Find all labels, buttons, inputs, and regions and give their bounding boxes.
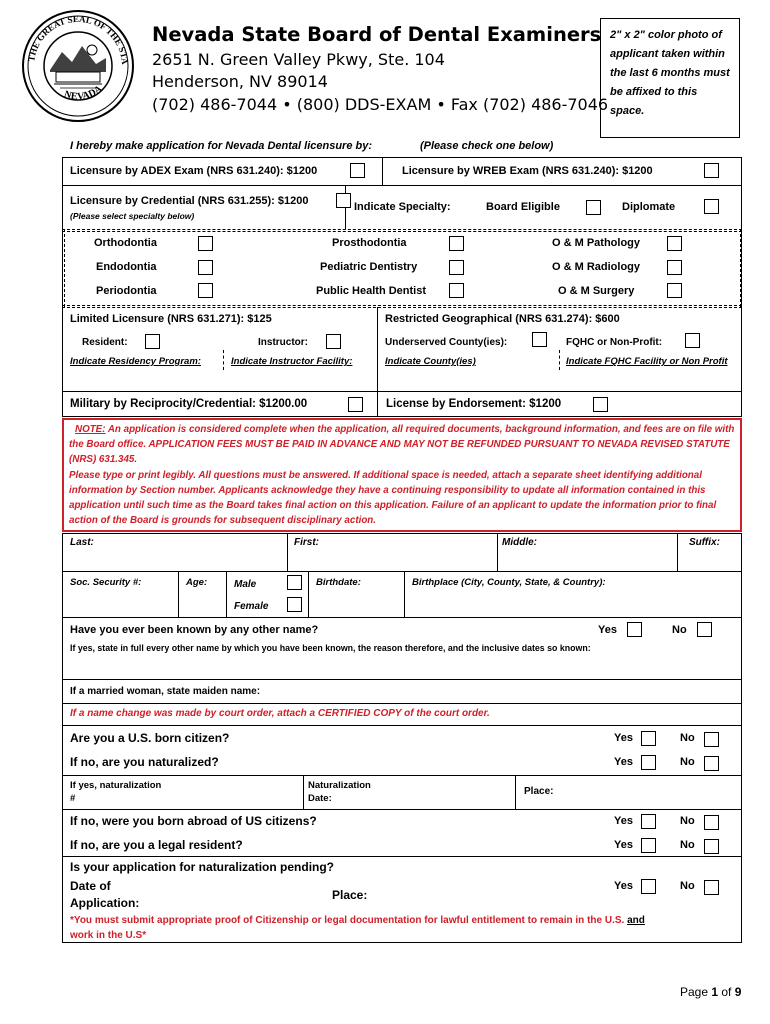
us-born-no-checkbox[interactable] bbox=[704, 732, 719, 747]
application-date-line2: Application: bbox=[70, 896, 140, 910]
seal-top-text: THE GREAT SEAL OF THE STA bbox=[26, 13, 131, 65]
naturalized-question: If no, are you naturalized? bbox=[70, 755, 219, 769]
credential-note: (Please select specialty below) bbox=[70, 211, 195, 221]
maiden-name-label: If a married woman, state maiden name: bbox=[70, 686, 261, 697]
proof-note-text: *You must submit appropriate proof of Citizenship or legal documentation for lawful entitlement to remain in the U.S. bbox=[70, 915, 625, 926]
born-abroad-no-checkbox[interactable] bbox=[704, 815, 719, 830]
underserved-checkbox[interactable] bbox=[532, 332, 547, 347]
female-label: Female bbox=[234, 601, 269, 612]
nat-place-label: Place: bbox=[524, 786, 554, 797]
nat-date-label bbox=[308, 779, 371, 805]
diplomate-label: Diplomate bbox=[622, 201, 676, 213]
us-born-question: Are you a U.S. born citizen? bbox=[70, 731, 230, 745]
legal-resident-yes-label: Yes bbox=[614, 839, 633, 851]
middle-name-label: Middle: bbox=[502, 537, 537, 548]
svg-text:THE GREAT SEAL OF THE STATE OF bbox=[20, 8, 130, 65]
om-surgery-checkbox[interactable] bbox=[667, 283, 682, 298]
credential-label: Licensure by Credential (NRS 631.255): $1200 bbox=[70, 195, 309, 207]
address-line-1: 2651 N. Green Valley Pkwy, Ste. 104 bbox=[152, 50, 445, 69]
note-text-2: Please type or print legibly. All questions must be answered. If additional space is needed, attach a separate sheet identifying additional information by Section number. Applicants acknowledge they have a continuing responsibility to update all information contained in this application until such time as the Board takes final action on this application. Failure of an applicant to update the information prior to final action of the Board is grounds for subsequent disciplinary action. bbox=[69, 469, 717, 527]
resident-checkbox[interactable] bbox=[145, 334, 160, 349]
indicate-specialty-label: Indicate Specialty: bbox=[354, 201, 451, 213]
male-label: Male bbox=[234, 579, 257, 590]
specialty-periodontia: Periodontia bbox=[96, 285, 157, 297]
phone-line: (702) 486-7044 • (800) DDS-EXAM • Fax (702) 486-7046 bbox=[152, 95, 609, 114]
nat-number-line1: If yes, naturalization bbox=[70, 780, 162, 791]
restricted-title: Restricted Geographical (NRS 631.274): $600 bbox=[385, 313, 620, 325]
pending-yes-label: Yes bbox=[614, 880, 633, 892]
military-label: Military by Reciprocity/Credential: $1200.00 bbox=[70, 398, 308, 410]
nat-number-label bbox=[70, 779, 161, 805]
page-number bbox=[680, 985, 741, 999]
adex-label: Licensure by ADEX Exam (NRS 631.240): $1200 bbox=[70, 165, 318, 177]
other-name-yes-label: Yes bbox=[598, 624, 617, 636]
born-abroad-no-label: No bbox=[680, 815, 695, 827]
specialty-om-surgery: O & M Surgery bbox=[558, 285, 635, 297]
age-label: Age: bbox=[186, 577, 208, 588]
other-name-question: Have you ever been known by any other name? bbox=[70, 624, 319, 636]
indicate-county-label: Indicate County(ies) bbox=[385, 356, 476, 367]
diplomate-checkbox[interactable] bbox=[704, 199, 719, 214]
wreb-label: Licensure by WREB Exam (NRS 631.240): $1200 bbox=[402, 165, 653, 177]
male-checkbox[interactable] bbox=[287, 575, 302, 590]
legal-resident-yes-checkbox[interactable] bbox=[641, 838, 656, 853]
board-title: Nevada State Board of Dental Examiners bbox=[152, 23, 602, 46]
pending-yes-checkbox[interactable] bbox=[641, 879, 656, 894]
naturalized-yes-label: Yes bbox=[614, 756, 633, 768]
resident-label: Resident: bbox=[82, 337, 128, 348]
check-one-text: (Please check one below) bbox=[420, 140, 554, 152]
endodontia-checkbox[interactable] bbox=[198, 260, 213, 275]
legal-resident-no-checkbox[interactable] bbox=[704, 839, 719, 854]
note-text bbox=[69, 422, 737, 528]
pediatric-checkbox[interactable] bbox=[449, 260, 464, 275]
instructor-checkbox[interactable] bbox=[326, 334, 341, 349]
suffix-label: Suffix: bbox=[689, 537, 720, 548]
last-name-label: Last: bbox=[70, 537, 94, 548]
om-radiology-checkbox[interactable] bbox=[667, 260, 682, 275]
other-name-detail: If yes, state in full every other name by which you have been known, the reason therefore, and the inclusive dates so known: bbox=[70, 643, 591, 653]
public-health-checkbox[interactable] bbox=[449, 283, 464, 298]
photo-note: 2" x 2" color photo of applicant taken within the last 6 months must be affixed to this space. bbox=[610, 29, 730, 117]
application-date-label bbox=[70, 878, 139, 912]
us-born-no-label: No bbox=[680, 732, 695, 744]
us-born-yes-checkbox[interactable] bbox=[641, 731, 656, 746]
proof-note-and: and bbox=[627, 915, 645, 926]
application-date-line1: Date of bbox=[70, 879, 111, 893]
nat-date-line1: Naturalization bbox=[308, 780, 371, 791]
nat-date-line2: Date: bbox=[308, 793, 332, 804]
specialty-orthodontia: Orthodontia bbox=[94, 237, 157, 249]
page-current: 1 bbox=[711, 985, 719, 999]
board-eligible-label: Board Eligible bbox=[486, 201, 560, 213]
specialty-prosthodontia: Prosthodontia bbox=[332, 237, 407, 249]
endorsement-checkbox[interactable] bbox=[593, 397, 608, 412]
birthplace-label: Birthplace (City, County, State, & Country): bbox=[412, 577, 606, 588]
military-checkbox[interactable] bbox=[348, 397, 363, 412]
naturalized-no-checkbox[interactable] bbox=[704, 756, 719, 771]
note-label: NOTE: bbox=[75, 424, 106, 435]
fqhc-label: FQHC or Non-Profit: bbox=[566, 337, 663, 348]
naturalized-yes-checkbox[interactable] bbox=[641, 755, 656, 770]
residency-program-label: Indicate Residency Program: bbox=[70, 356, 201, 367]
instructor-facility-label: Indicate Instructor Facility: bbox=[231, 356, 353, 367]
pending-question: Is your application for naturalization pending? bbox=[70, 860, 335, 874]
first-name-label: First: bbox=[294, 537, 319, 548]
other-name-yes-checkbox[interactable] bbox=[627, 622, 642, 637]
endorsement-label: License by Endorsement: $1200 bbox=[386, 398, 562, 410]
underserved-label: Underserved County(ies): bbox=[385, 337, 508, 348]
instructor-label: Instructor: bbox=[258, 337, 308, 348]
born-abroad-question: If no, were you born abroad of US citizens? bbox=[70, 814, 317, 828]
female-checkbox[interactable] bbox=[287, 597, 302, 612]
birthdate-label: Birthdate: bbox=[316, 577, 361, 588]
pending-no-checkbox[interactable] bbox=[704, 880, 719, 895]
orthodontia-checkbox[interactable] bbox=[198, 236, 213, 251]
pending-no-label: No bbox=[680, 880, 695, 892]
naturalized-no-label: No bbox=[680, 756, 695, 768]
specialty-endodontia: Endodontia bbox=[96, 261, 157, 273]
om-pathology-checkbox[interactable] bbox=[667, 236, 682, 251]
ssn-label: Soc. Security #: bbox=[70, 577, 142, 588]
address-line-2: Henderson, NV 89014 bbox=[152, 72, 328, 91]
prosthodontia-checkbox[interactable] bbox=[449, 236, 464, 251]
fqhc-checkbox[interactable] bbox=[685, 333, 700, 348]
state-seal bbox=[20, 8, 136, 124]
credential-checkbox[interactable] bbox=[336, 193, 351, 208]
specialty-pediatric: Pediatric Dentistry bbox=[320, 261, 418, 273]
court-order-note: If a name change was made by court order, attach a CERTIFIED COPY of the court order. bbox=[70, 708, 490, 719]
citizenship-proof-note bbox=[70, 913, 734, 943]
born-abroad-yes-checkbox[interactable] bbox=[641, 814, 656, 829]
page-total: 9 bbox=[734, 985, 742, 999]
born-abroad-yes-label: Yes bbox=[614, 815, 633, 827]
page-of: of bbox=[718, 985, 735, 999]
board-eligible-checkbox[interactable] bbox=[586, 200, 601, 215]
apply-text: I hereby make application for Nevada Dental licensure by: bbox=[70, 140, 372, 152]
legal-resident-no-label: No bbox=[680, 839, 695, 851]
nat-number-line2: # bbox=[70, 793, 76, 804]
proof-note-text-2: work in the U.S* bbox=[70, 930, 147, 941]
page-prefix: Page bbox=[680, 985, 712, 999]
specialty-public-health: Public Health Dentist bbox=[316, 285, 427, 297]
svg-text:NEVADA bbox=[63, 83, 105, 102]
adex-checkbox[interactable] bbox=[350, 163, 365, 178]
note-text-1: An application is considered complete when the application, all required documents, background information, and fees are on file with the Board office. APPLICATION FEES MUST BE PAID IN ADVANCE AND MAY NOT BE REFUNDED PURSUANT TO NEVADA REVISED STATUTE (NRS) 631.345. bbox=[69, 424, 735, 466]
wreb-checkbox[interactable] bbox=[704, 163, 719, 178]
legal-resident-question: If no, are you a legal resident? bbox=[70, 838, 243, 852]
periodontia-checkbox[interactable] bbox=[198, 283, 213, 298]
us-born-yes-label: Yes bbox=[614, 732, 633, 744]
pending-place-label: Place: bbox=[332, 888, 368, 902]
seal-bottom-text: NEVADA bbox=[62, 83, 105, 103]
specialty-om-pathology: O & M Pathology bbox=[552, 237, 640, 249]
limited-title: Limited Licensure (NRS 631.271): $125 bbox=[70, 313, 272, 325]
specialty-om-radiology: O & M Radiology bbox=[552, 261, 640, 273]
other-name-no-label: No bbox=[672, 624, 687, 636]
indicate-fqhc-label: Indicate FQHC Facility or Non Profit bbox=[566, 356, 728, 367]
other-name-no-checkbox[interactable] bbox=[697, 622, 712, 637]
